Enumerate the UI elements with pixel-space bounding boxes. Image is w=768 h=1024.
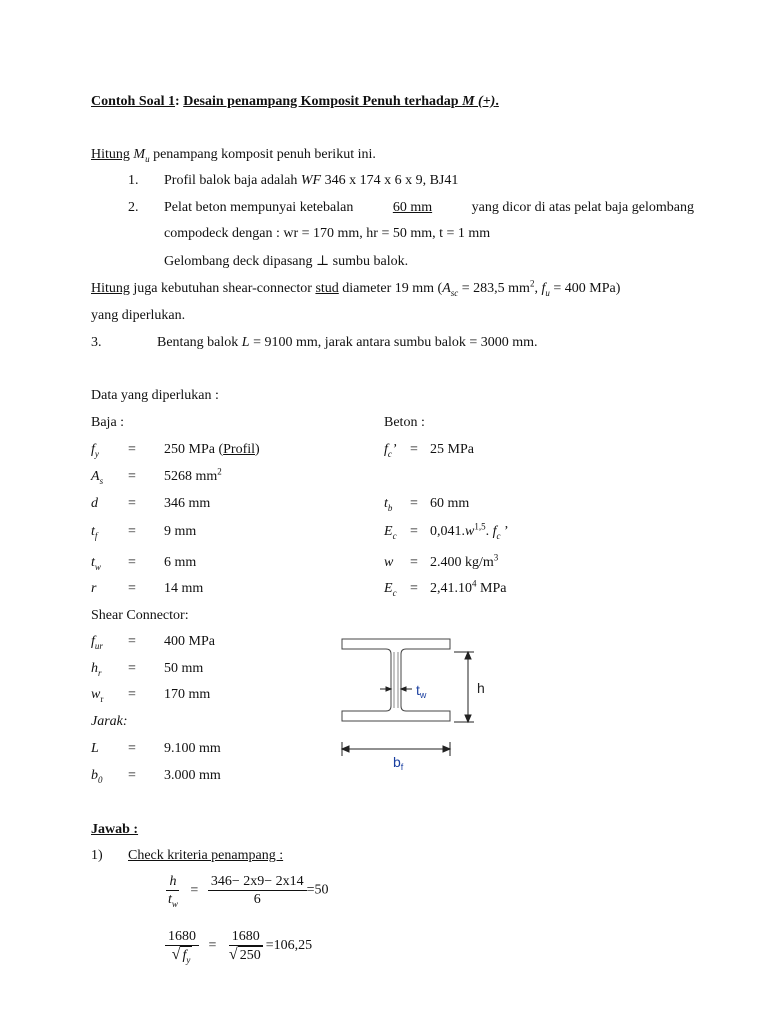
L-symbol: L [91, 741, 99, 756]
d-symbol: d [91, 496, 98, 511]
r-symbol: r [91, 581, 97, 596]
jarak-heading: Jarak: [91, 714, 128, 729]
tw-dimension [380, 687, 412, 691]
eq2-lhs: $\frac{1680}{√ f_y}$ [165, 928, 199, 964]
r-eq: = [128, 581, 136, 596]
Ec2-eq: = [410, 581, 418, 596]
wr-eq: = [128, 687, 136, 702]
L-value: 9.100 mm [164, 741, 221, 756]
item-2-number: 2. [128, 200, 139, 215]
wr-value: 170 mm [164, 687, 211, 702]
tw-symbol: $t_w$ [91, 555, 101, 572]
data-title: Data yang diperlukan : [91, 388, 219, 403]
b0-value: 3.000 mm [164, 768, 221, 783]
fy-symbol: $f_y$ [91, 442, 99, 459]
hr-value: 50 mm [164, 661, 204, 676]
Ec-symbol: $E_c$ [384, 524, 397, 541]
As-symbol: $A_s$ [91, 469, 104, 486]
item-2-line3: Gelombang deck dipasang ⊥ sumbu balok. [164, 254, 409, 269]
item-2-text: Pelat beton mempunyai ketebalan 60 mm yang dicor di atas pelat baja gelombang [164, 200, 694, 215]
item-1-text: Profil balok baja adalah WF 346 x 174 x 6 x 9, BJ41 [164, 173, 459, 188]
h-dimension [454, 652, 474, 722]
w-symbol: w [384, 555, 394, 570]
tf-value: 9 mm [164, 524, 197, 539]
shear-request-line: Hitung juga kebutuhan shear-connector stud diameter 19 mm ($A_{sc} = 283,5$ $mm^2$, $f_u = 400$ MPa) [91, 278, 621, 298]
fy-eq: = [128, 442, 136, 457]
w-eq: = [410, 555, 418, 570]
answer-title: Jawab : [91, 822, 139, 837]
As-eq: = [128, 469, 136, 484]
d-eq: = [128, 496, 136, 511]
eq1-rhs: $\frac{346- 2x9- 2x14}{6}$ [208, 873, 307, 908]
tw-eq: = [128, 555, 136, 570]
item-3-number: 3. [91, 335, 102, 350]
fc-eq: = [410, 442, 418, 457]
shear-request-line2: yang diperlukan. [91, 308, 186, 323]
fur-symbol: $f_{ur}$ [91, 634, 103, 651]
h-label: h [477, 680, 485, 696]
heading-title: Desain penampang Komposit Penuh terhadap M (+). [183, 94, 499, 109]
equation-1: $\frac{h}{t_w}$ = $\frac{346- 2x9- 2x14}{6}$ =50 [165, 873, 329, 908]
Ec-eq: = [410, 524, 418, 539]
bf-label: $b_f$ [393, 754, 404, 772]
tb-symbol: $t_b$ [384, 496, 393, 513]
item-3-text: Bentang balok L = 9100 mm, jarak antara sumbu balok = 3000 mm. [157, 335, 538, 350]
eq1-lhs: $\frac{h}{t_w}$ [168, 874, 178, 909]
hr-eq: = [128, 661, 136, 676]
item-1-number: 1. [128, 173, 139, 188]
tw-value: 6 mm [164, 555, 197, 570]
eq2-rhs: $\frac{1680}{√ 250}$ [226, 928, 266, 964]
baja-heading: Baja : [91, 415, 125, 430]
L-eq: = [128, 741, 136, 756]
equation-2: $\frac{1680}{√ f_y}$ = $\frac{1680}{√ 250}$ =106,25 [165, 928, 312, 964]
wf-profile-shape [342, 639, 450, 721]
w-value: 2.400 $kg/m^3$ [430, 552, 499, 570]
d-value: 346 mm [164, 496, 211, 511]
wr-symbol: $w_r$ [91, 687, 104, 704]
beton-heading: Beton : [384, 415, 425, 430]
shear-heading: Shear Connector: [91, 608, 189, 623]
tb-value: 60 mm [430, 496, 470, 511]
fc-symbol: $f_c$’ [384, 442, 397, 459]
heading: Contoh Soal 1: Desain penampang Komposit Penuh terhadap M (+). [91, 94, 499, 109]
As-value: 5268 $mm^2$ [164, 466, 222, 484]
hr-symbol: $h_r$ [91, 661, 102, 678]
Ec2-symbol: $E_c$ [384, 581, 397, 598]
check-criteria: Check kriteria penampang : [128, 848, 284, 863]
Ec-formula: $0,041.w^{1,5}$. $f_c$ ’ [430, 521, 509, 541]
tf-symbol: $t_f$ [91, 524, 98, 541]
fur-value: 400 MPa [164, 634, 215, 649]
b0-symbol: $b_0$ [91, 768, 103, 785]
r-value: 14 mm [164, 581, 204, 596]
Ec2-value: 2,41.10$^4$ MPa [430, 578, 507, 596]
fur-eq: = [128, 634, 136, 649]
wf-section-diagram [336, 630, 496, 780]
answer-1-number: 1) [91, 848, 103, 863]
tw-label: $t_w$ [416, 682, 427, 700]
tf-eq: = [128, 524, 136, 539]
intro-line: Hitung $M_u$ penampang komposit penuh berikut ini. [91, 147, 376, 164]
b0-eq: = [128, 768, 136, 783]
tb-eq: = [410, 496, 418, 511]
fy-value: 250 MPa (Profil) [164, 442, 260, 457]
fc-value: 25 MPa [430, 442, 474, 457]
item-2-line2: compodeck dengan : wr = 170 mm, hr = 50 mm, t = 1 mm [164, 226, 491, 241]
